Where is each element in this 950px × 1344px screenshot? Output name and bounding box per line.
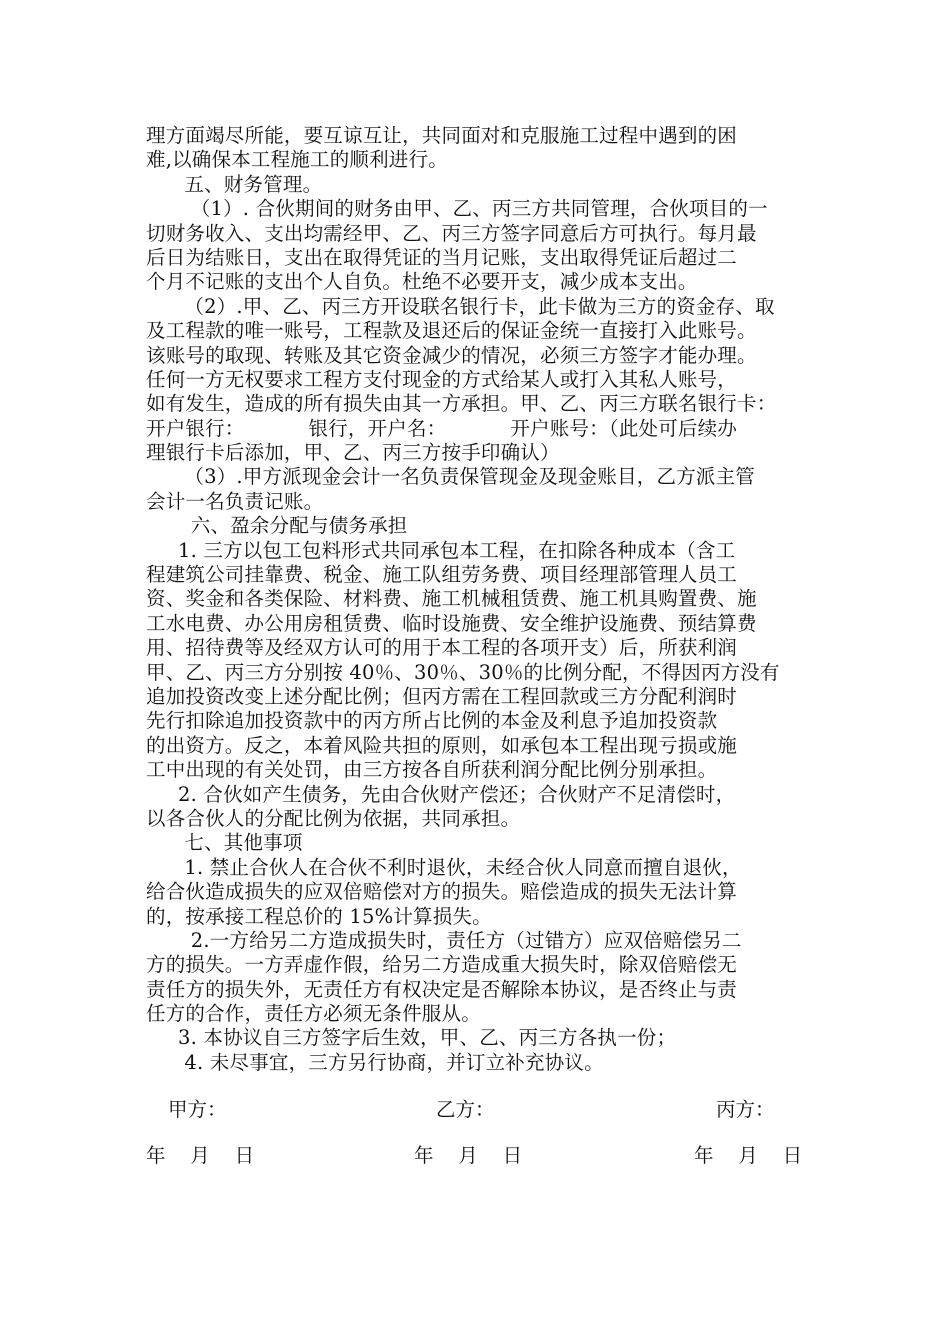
document-line: 任方的合作，责任方必须无条件服从。 [146, 1002, 481, 1026]
document-line: 追加投资改变上述分配比例；但丙方需在工程回款或三方分配利润时 [146, 684, 738, 708]
document-line: 个月不记账的支出个人自负。杜绝不必要开支，减少成本支出。 [146, 270, 698, 294]
document-line: 及工程款的唯一账号，工程款及退还后的保证金统一直接打入此账号。 [146, 319, 757, 343]
document-line: 用、招待费等及经双方认可的用于本工程的各项开支）后，所获利润 [146, 636, 738, 660]
document-line: 工中出现的有关处罚，由三方按各自所获利润分配比例分别承担。 [146, 758, 718, 782]
party-b-label: 乙方： [436, 1098, 495, 1121]
document-line: 难,以确保本工程施工的顺利进行。 [146, 148, 448, 172]
document-line: 2. 合伙如产生债务，先由合伙财产偿还；合伙财产不足清偿时， [146, 782, 736, 806]
document-line: 切财务收入、支出均需经甲、乙、丙三方签字同意后方可执行。每月最 [146, 221, 757, 245]
party-b-date: 年 月 日 [414, 1144, 523, 1167]
document-body [146, 124, 810, 1075]
document-line: 方的损失。一方弄虚作假，给另二方造成重大损失时，除双倍赔偿无 [146, 953, 738, 977]
document-line: 五、财务管理。 [146, 172, 323, 196]
document-line: 责任方的损失外，无责任方有权决定是否解除本协议，是否终止与责 [146, 977, 738, 1001]
document-line: 1. 三方以包工包料形式共同承包本工程，在扣除各种成本（含工 [146, 538, 736, 562]
document-line: 2.一方给另二方造成损失时，责任方（过错方）应双倍赔偿另二 [146, 928, 742, 952]
document-line: 先行扣除追加投资款中的丙方所占比例的本金及利息予追加投资款 [146, 709, 718, 733]
document-line: 资、奖金和各类保险、材料费、施工机械租赁费、施工机具购置费、施 [146, 587, 757, 611]
document-line: 的出资方。反之，本着风险共担的原则，如承包本工程出现亏损或施 [146, 733, 738, 757]
party-c-date: 年 月 日 [694, 1144, 803, 1167]
document-line: 六、盈余分配与债务承担 [146, 514, 408, 538]
party-a-label: 甲方： [168, 1098, 227, 1121]
document-line: 程建筑公司挂靠费、税金、施工队组劳务费、项目经理部管理人员工 [146, 563, 738, 587]
document-line: 会计一名负责记账。 [146, 489, 324, 513]
document-line: 七、其他事项 [146, 831, 303, 855]
document-line: 工水电费、办公用房租赁费、临时设施费、安全维护设施费、预结算费 [146, 611, 757, 635]
document-line: 如有发生，造成的所有损失由其一方承担。甲、乙、丙三方联名银行卡： [146, 392, 777, 416]
document-line: 理方面竭尽所能，要互谅互让，共同面对和克服施工过程中遇到的困 [146, 124, 738, 147]
document-line: 后日为结账日，支出在取得凭证的当月记账，支出取得凭证后超过二 [146, 245, 738, 269]
document-line: 给合伙造成损失的应双倍赔偿对方的损失。赔偿造成的损失无法计算 [146, 880, 738, 904]
party-c-label: 丙方： [716, 1098, 775, 1121]
document-line: 的，按承接工程总价的 15%计算损失。 [146, 904, 492, 928]
document-line: 该账号的取现、转账及其它资金减少的情况，必须三方签字才能办理。 [146, 343, 757, 367]
document-line: 以各合伙人的分配比例为依据，共同承担。 [146, 806, 521, 830]
document-line: （2）.甲、乙、丙三方开设联名银行卡，此卡做为三方的资金存、取 [146, 294, 775, 318]
document-line: 4. 未尽事宜，三方另行协商，并订立补充协议。 [146, 1050, 604, 1074]
document-line: 3. 本协议自三方签字后生效，甲、乙、丙三方各执一份； [146, 1026, 677, 1050]
document-line: （1）. 合伙期间的财务由甲、乙、丙三方共同管理，合伙项目的一 [146, 197, 768, 221]
document-line: 开户银行： 银行，开户名： 开户账号：（此处可后续办 [146, 416, 738, 440]
document-line: 任何一方无权要求工程方支付现金的方式给某人或打入其私人账号， [146, 367, 738, 391]
document-line: 理银行卡后添加，甲、乙、丙三方按手印确认） [146, 441, 560, 465]
document-line: （3）.甲方派现金会计一名负责保管现金及现金账目，乙方派主管 [146, 465, 755, 489]
document-line: 1. 禁止合伙人在合伙不利时退伙，未经合伙人同意而擅自退伙， [146, 855, 742, 879]
document-line: 甲、乙、丙三方分别按 40％、30％、30％的比例分配，不得因丙方没有 [146, 660, 780, 684]
party-a-date: 年 月 日 [146, 1144, 255, 1167]
